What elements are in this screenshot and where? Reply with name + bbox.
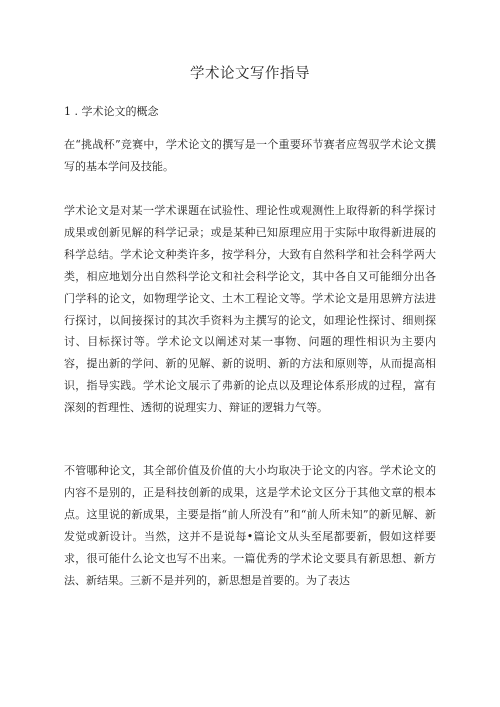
- paragraph-intro: 在“挑战杯”竞赛中，学术论文的撰写是一个重要环节赛者应驾驭学术论文撰写的基本学问及技能。: [64, 138, 436, 173]
- paragraph-definition: 学术论文是对某一学术课题在试验性、理论性或观测性上取得新的科学探讨成果或创新见解的科学记录；或是某种已知原理应用于实际中取得新进展的科学总结。学术论文种类许多，按学科分，大致有自然科学和社会科学两大类，相应地划分出自然科学论文和社会科学论文，其中各自又可能细分出各门学科的论文，如物理学论文、土木工程论文等。学术论文是用思辨方法进行探讨，以间接探讨的其次手资料为主撰写的论文，如理论性探讨、细则探讨、目标探讨等。学术论文以阐述对某一事物、问题的理性相识为主要内容，提出新的学问、新的见解、新的说明、新的方法和原则等，从而提高相识，指导实践。学术论文展示了弗新的论点以及理论体系形成的过程，富有深刻的哲理性、透彻的说理实力、辩证的逻辑力气等。: [64, 204, 436, 415]
- section-heading: 1 . 学术论文的概念: [64, 105, 159, 118]
- document-title: 学术论文写作指导: [190, 66, 310, 82]
- paragraph-content-value: 不管哪种论文，其全部价值及价值的大小均取决于论文的内容。学术论文的内容不是别的，正是科技创新的成果，这是学术论文区分于其他文章的根本点。这里说的新成果，主要是指“前人所没有”和“前人所未知”的新见解、新发觉或新设计。当然，这并不是说每•篇论文从头至尾都要新，假如这样要求，很可能什么论文也写不出来。一篇优秀的学术论文要具有新思想、新方法、新结果。三新不是并列的，新思想是首要的。为了表达: [64, 464, 436, 587]
